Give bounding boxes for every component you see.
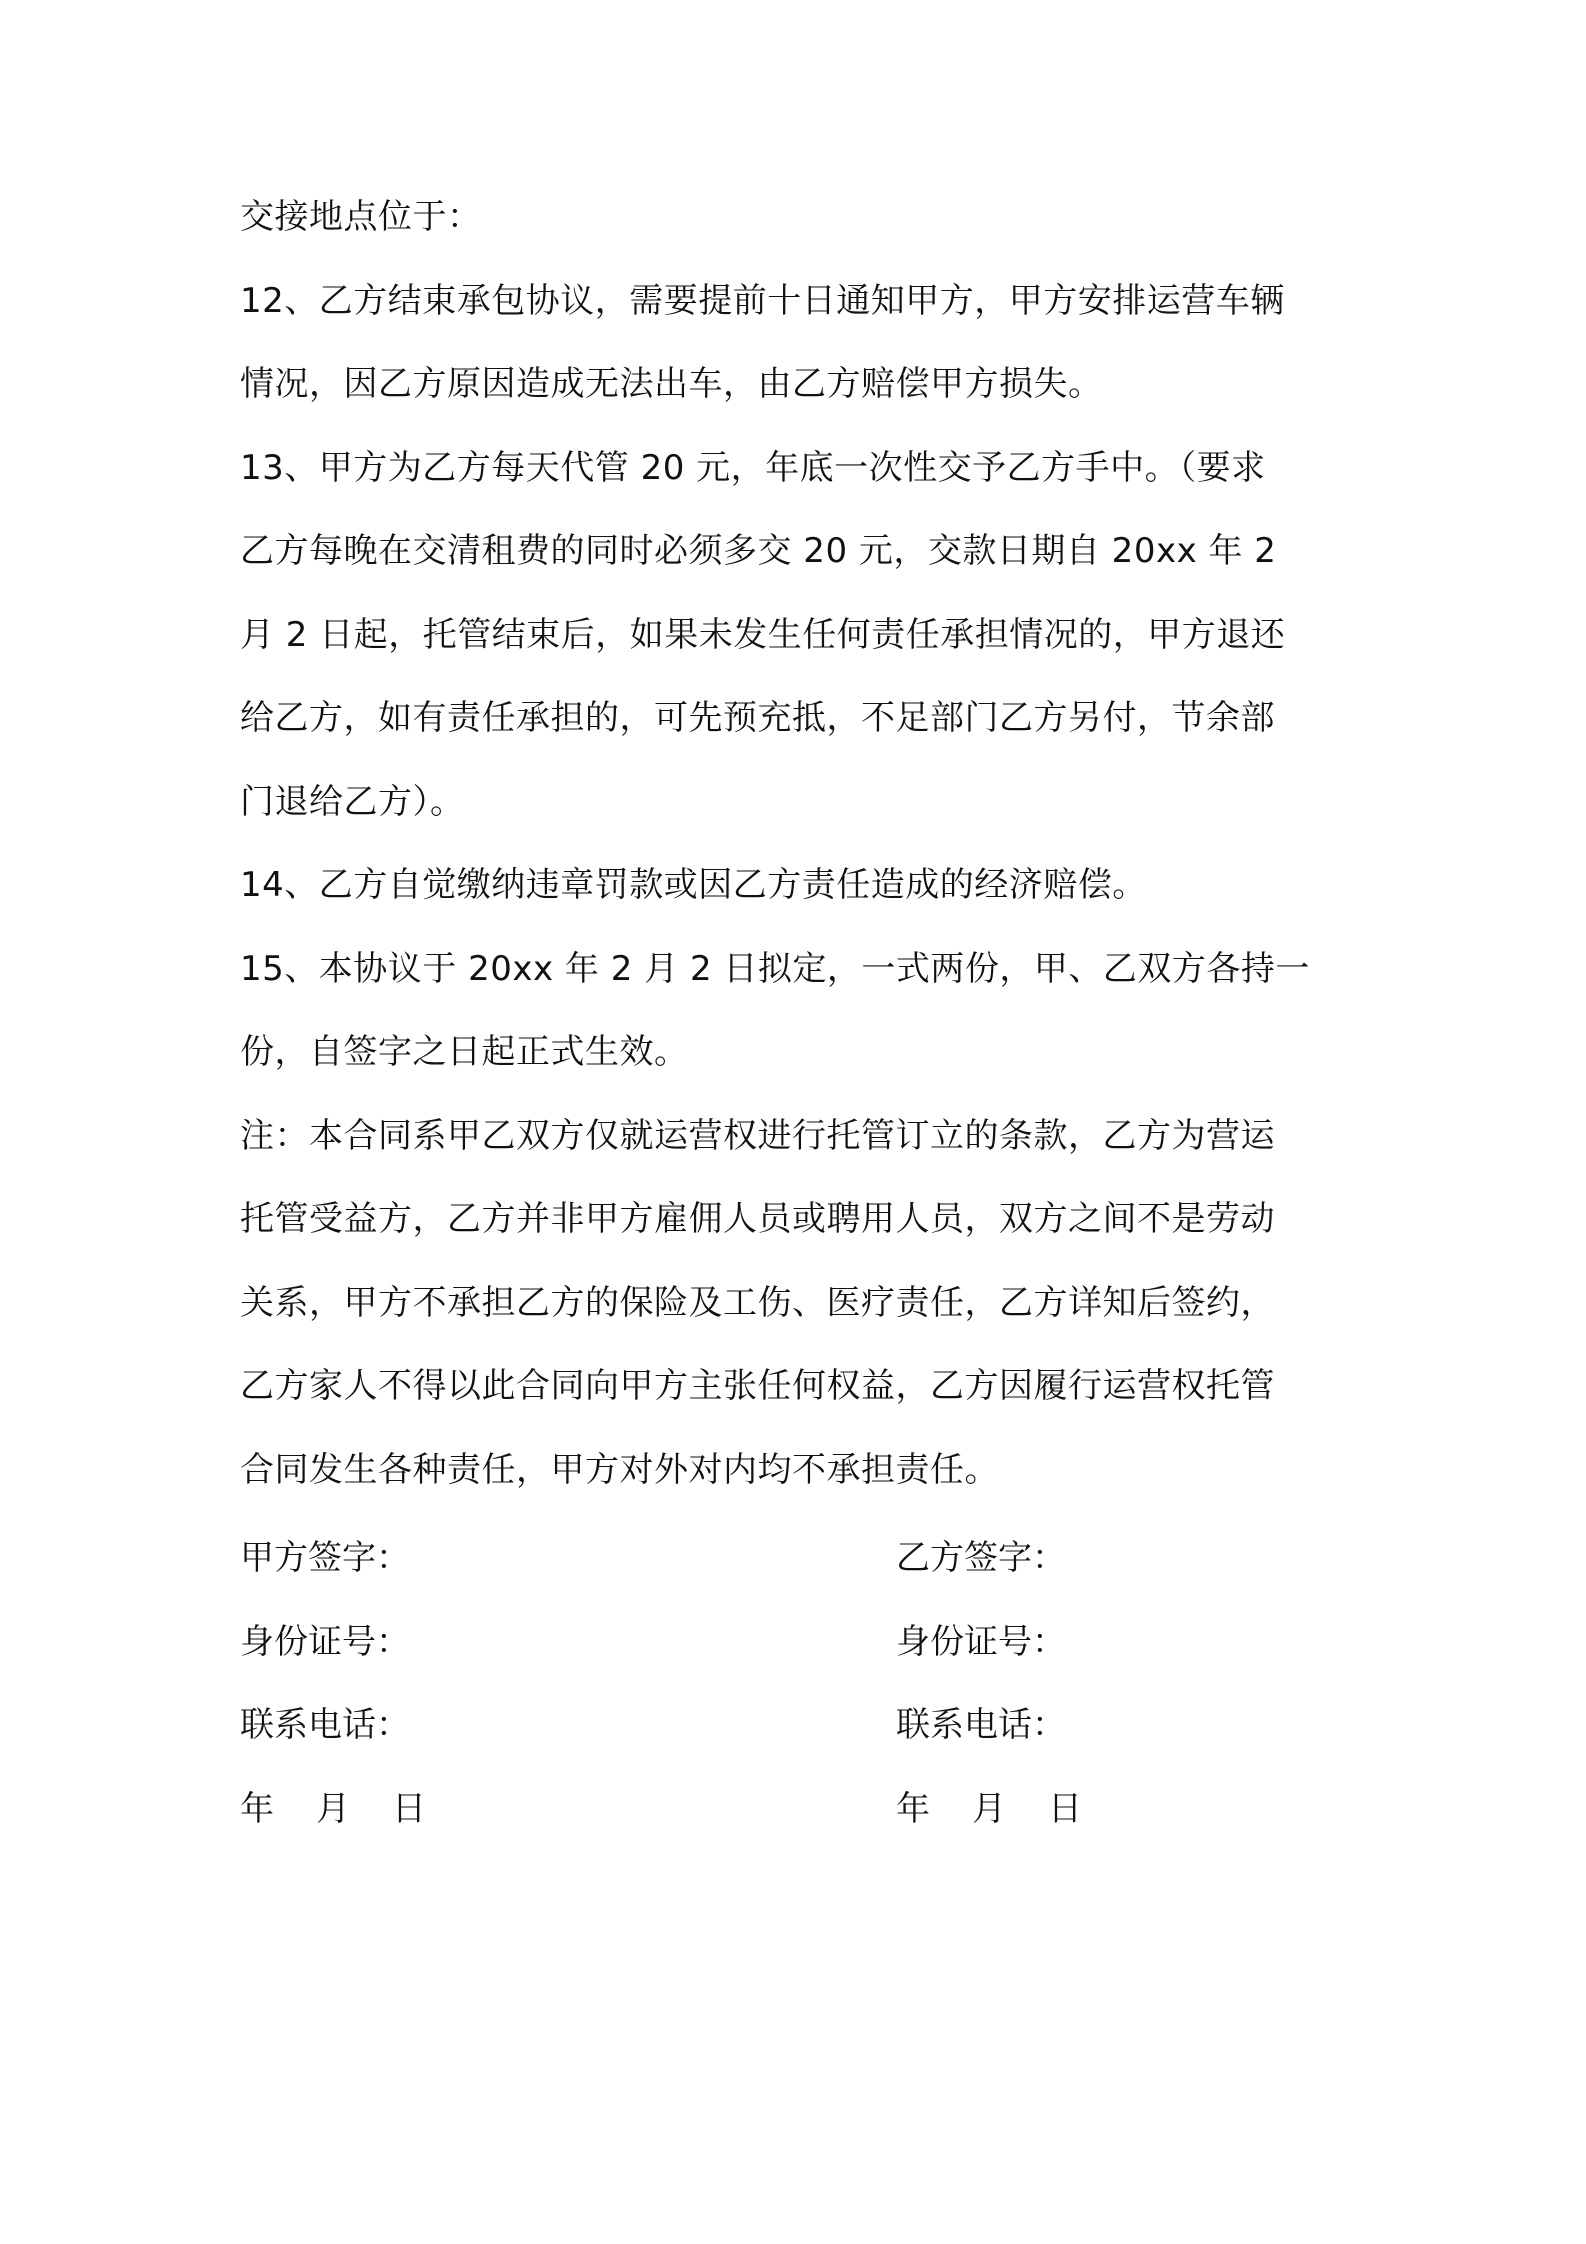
party-b-date-day: 日: [1048, 1788, 1082, 1829]
id-number-row: [240, 1621, 1360, 1663]
party-a-date-day: 日: [392, 1788, 426, 1829]
note-line-5: 合同发生各种责任，甲方对外对内均不承担责任。: [240, 1449, 999, 1490]
party-b-date-month: 月: [972, 1788, 1006, 1829]
clause-13-line-1: 13、甲方为乙方每天代管 20 元，年底一次性交予乙方手中。（要求: [240, 447, 1266, 488]
note-line-4: 乙方家人不得以此合同向甲方主张任何权益，乙方因履行运营权托管: [240, 1366, 1275, 1406]
party-a-phone-label: 联系电话：: [240, 1705, 410, 1745]
clause-13-line-3: 月 2 日起，托管结束后，如果未发生任何责任承担情况的，甲方退还: [240, 614, 1286, 655]
party-b-phone-label: 联系电话：: [896, 1705, 1066, 1745]
signature-row: [240, 1537, 1360, 1579]
party-b-id-label: 身份证号：: [896, 1621, 1066, 1662]
contract-body: [240, 196, 1360, 1532]
clause-15-line-2: 份，自签字之日起正式生效。: [240, 1032, 689, 1072]
party-b-date-year: 年: [896, 1788, 930, 1829]
clause-13-line-4: 给乙方，如有责任承担的，可先预充抵，不足部门乙方另付，节余部: [240, 698, 1275, 738]
clause-12-line-1: 12、乙方结束承包协议，需要提前十日通知甲方，甲方安排运营车辆: [240, 280, 1285, 321]
party-b-sign-label: 乙方签字：: [896, 1538, 1066, 1578]
clause-13-line-5: 门退给乙方）。: [240, 781, 465, 822]
note-line-3: 关系，甲方不承担乙方的保险及工伤、医疗责任，乙方详知后签约，: [240, 1282, 1275, 1323]
party-b-date: [896, 1788, 1124, 1830]
note-line-2: 托管受益方，乙方并非甲方雇佣人员或聘用人员，双方之间不是劳动: [240, 1199, 1275, 1239]
clause-13-line-2: 乙方每晚在交清租费的同时必须多交 20 元，交款日期自 20xx 年 2: [240, 531, 1277, 571]
signature-block: [240, 1537, 1360, 1871]
phone-row: [240, 1704, 1360, 1746]
handover-location-line: 交接地点位于：: [240, 197, 482, 237]
clause-14-line-1: 14、乙方自觉缴纳违章罚款或因乙方责任造成的经济赔偿。: [240, 865, 1147, 905]
clause-12-line-2: 情况，因乙方原因造成无法出车，由乙方赔偿甲方损失。: [240, 364, 1103, 404]
date-row: [240, 1788, 1360, 1830]
party-a-date: [240, 1788, 468, 1830]
party-a-date-year: 年: [240, 1788, 274, 1829]
note-line-1: 注：本合同系甲乙双方仅就运营权进行托管订立的条款，乙方为营运: [240, 1115, 1275, 1156]
party-a-sign-label: 甲方签字：: [240, 1538, 410, 1578]
party-a-id-label: 身份证号：: [240, 1621, 410, 1662]
clause-15-line-1: 15、本协议于 20xx 年 2 月 2 日拟定，一式两份，甲、乙双方各持一: [240, 948, 1310, 989]
party-a-date-month: 月: [316, 1788, 350, 1829]
